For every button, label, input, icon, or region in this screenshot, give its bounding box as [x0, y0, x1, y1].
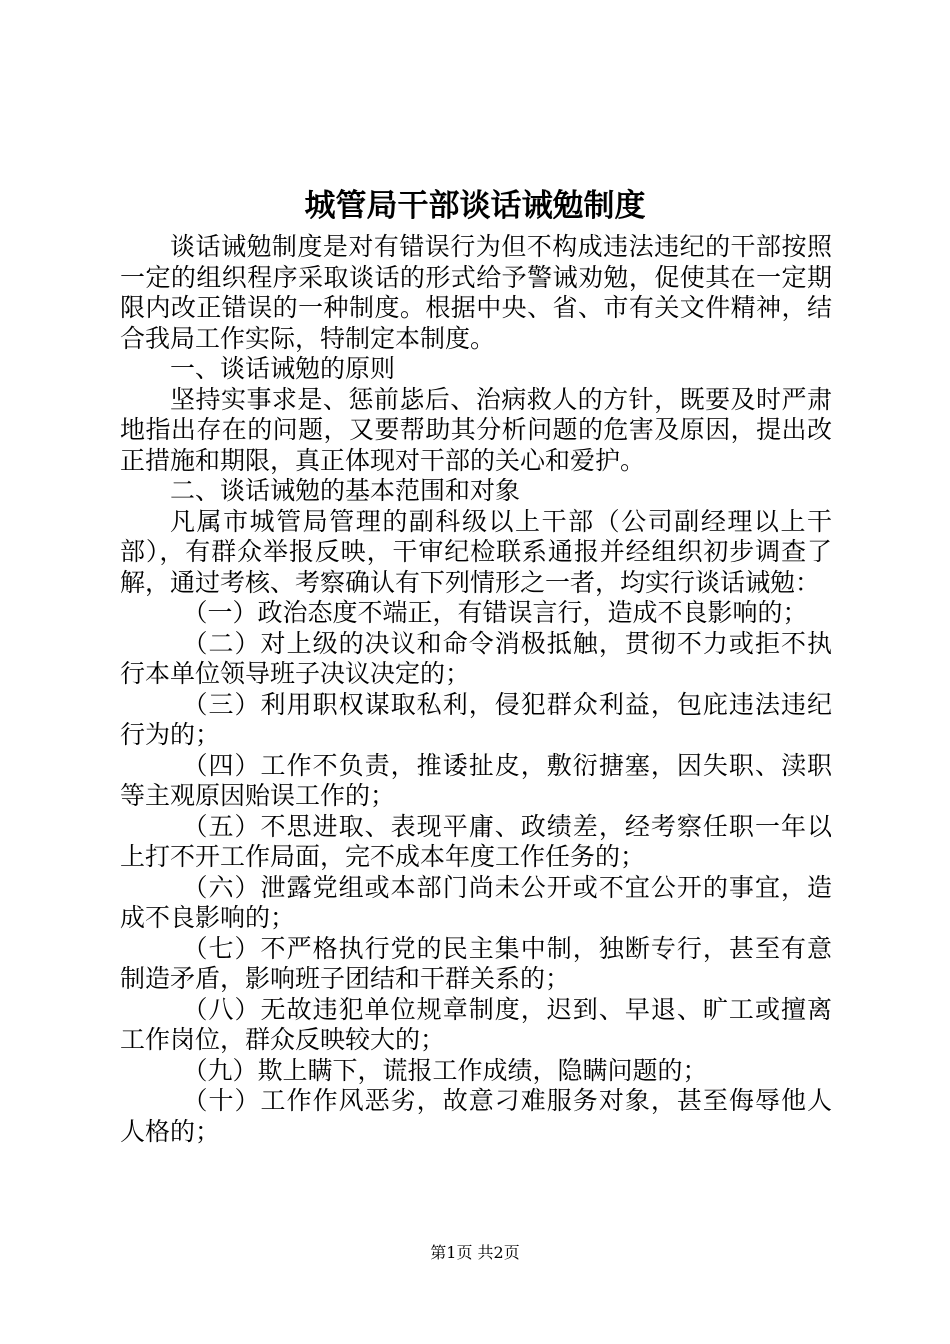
list-item: （九）欺上瞒下，谎报工作成绩，隐瞒问题的； — [182, 1055, 708, 1085]
intro-paragraph: 谈话诫勉制度是对有错误行为但不构成违法违纪的干部按照一定的组织程序采取谈话的形式给予警诫劝勉，促使其在一定期限内改正错误的一种制度。根据中央、省、市有关文件精神，结合我局工作实际，特制定本制度。 — [120, 232, 832, 353]
section-2-paragraph: 凡属市城管局管理的副科级以上干部（公司副经理以上干部），有群众举报反映，干审纪检联系通报并经组织初步调查了解，通过考核、考察确认有下列情形之一者，均实行谈话诫勉： — [120, 506, 832, 597]
list-item: （七）不严格执行党的民主集中制，独断专行，甚至有意制造矛盾，影响班子团结和干群关系的； — [120, 933, 832, 993]
list-item: （二）对上级的决议和命令消极抵触，贯彻不力或拒不执行本单位领导班子决议决定的； — [120, 628, 832, 688]
section-2-heading: 二、谈话诫勉的基本范围和对象 — [170, 476, 521, 505]
document-title: 城管局干部谈话诫勉制度 — [304, 188, 646, 224]
list-item: （十）工作作风恶劣，故意刁难服务对象，甚至侮辱他人人格的； — [120, 1086, 832, 1146]
list-item: （四）工作不负责，推诿扯皮，敷衍搪塞，因失职、渎职等主观原因贻误工作的； — [120, 750, 832, 810]
list-item: （六）泄露党组或本部门尚未公开或不宜公开的事宜，造成不良影响的； — [120, 872, 832, 932]
section-1-heading: 一、谈话诫勉的原则 — [170, 354, 396, 383]
list-item: （一）政治态度不端正，有错误言行，造成不良影响的； — [182, 598, 808, 627]
list-item: （五）不思进取、表现平庸、政绩差，经考察任职一年以上打不开工作局面，完不成本年度工作任务的； — [120, 811, 832, 871]
list-item: （三）利用职权谋取私利，侵犯群众利益，包庇违法违纪行为的； — [120, 689, 832, 749]
page-footer: 第1页 共2页 — [430, 1243, 520, 1262]
list-item: （八）无故违犯单位规章制度，迟到、早退、旷工或擅离工作岗位，群众反映较大的； — [120, 994, 832, 1054]
section-1-paragraph: 坚持实事求是、惩前毖后、治病救人的方针，既要及时严肃地指出存在的问题，又要帮助其分析问题的危害及原因，提出改正措施和期限，真正体现对干部的关心和爱护。 — [120, 384, 832, 475]
document-body — [120, 232, 832, 1147]
